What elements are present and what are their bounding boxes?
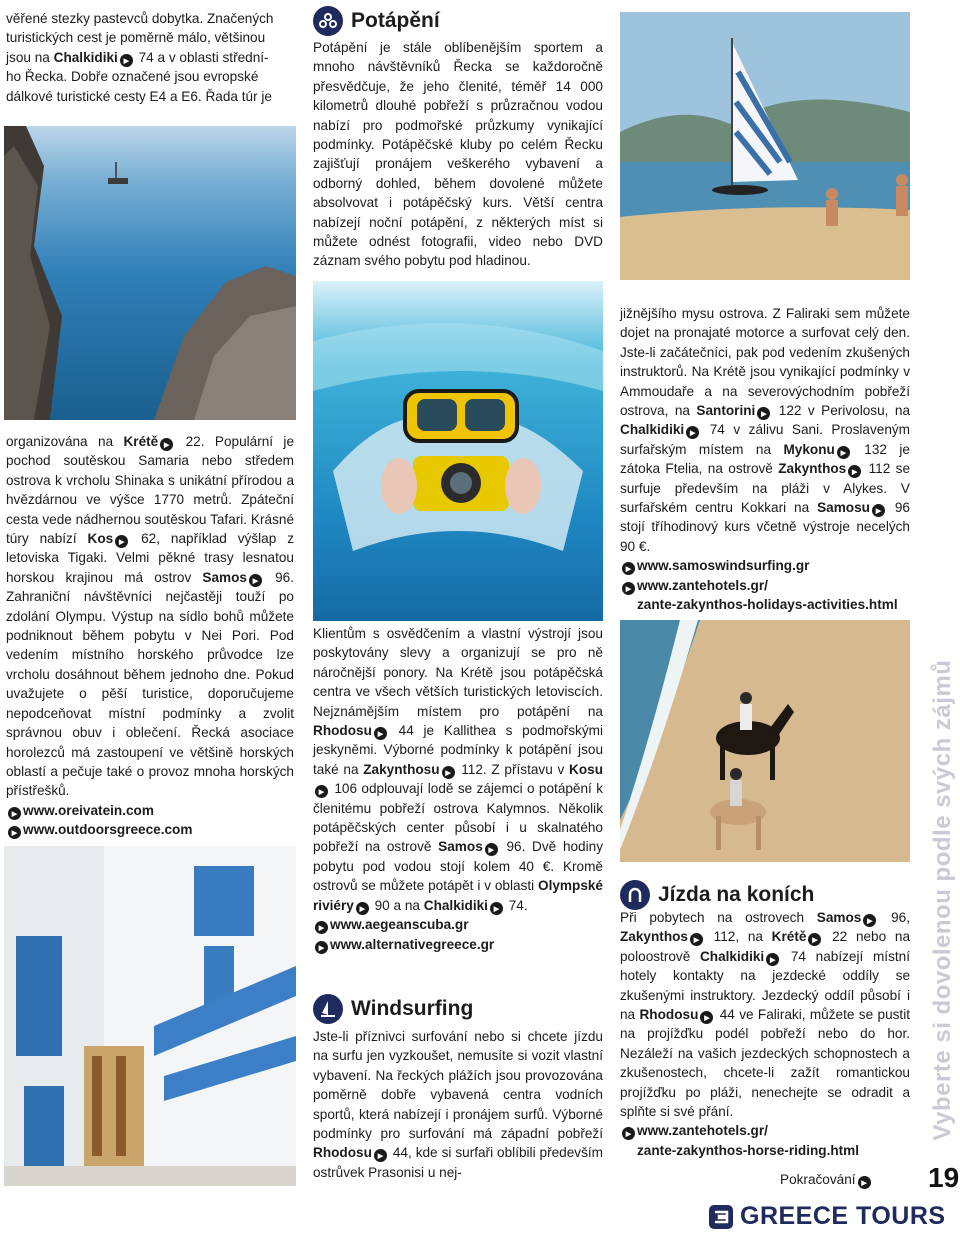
- link-icon: [8, 826, 21, 839]
- windsurf-text: [313, 1027, 603, 1182]
- place-name: Chalkidiki: [423, 897, 488, 913]
- place-name: Chalkidiki: [53, 49, 118, 65]
- photo-underwater-diver: [313, 281, 603, 621]
- place-name: Rhodosu: [313, 723, 372, 739]
- windsurf-icon: [313, 994, 343, 1024]
- text: 96,: [878, 910, 910, 925]
- text: 132 je zátoka Ftelia, na ostrově: [620, 441, 910, 477]
- continued-label: [780, 1172, 873, 1189]
- text: 44, kde si surfaři oblíbili především ostrůvek Prasonisi u nej-: [313, 1145, 603, 1180]
- horse-heading: [620, 880, 814, 910]
- link-icon: [315, 921, 328, 934]
- text: 44 je Kallithea s podmořskými jeskyněmi. Výborné podmínky k potápění jsou také na: [313, 723, 603, 777]
- diving-more-text: [313, 624, 603, 954]
- page-ref-icon: [356, 902, 369, 915]
- logo-text: GREECE TOURS: [740, 1202, 946, 1230]
- page-ref-icon: [374, 727, 387, 740]
- horseshoe-icon: [620, 880, 650, 910]
- diving-intro-text: [313, 38, 603, 271]
- text: 96. Dvě hodiny pobytu pod vodou stojí kolem 40 €. Kromě ostrovů se můžete potápět i v oblasti: [313, 839, 603, 894]
- windsurf-continued-text: [620, 304, 910, 615]
- page-ref-icon: [249, 574, 262, 587]
- page-ref-icon: [442, 766, 455, 779]
- page-ref-icon: [160, 438, 173, 451]
- diving-icon: [313, 6, 343, 36]
- link-aegeanscuba[interactable]: www.aegeanscuba.gr: [330, 917, 469, 933]
- text: 122 v Perivolosu, na: [772, 403, 911, 419]
- text: 22. Populární je pochod soutěskou Samaria nebo středem ostrova k vrcholu Shinaka s unikátní přírodou a hvězdárnou ve výšce 1770 metrů. Zpáteční cesta vede nádhernou soutěskou Tafari. Krásné túry nabízí: [6, 434, 295, 547]
- text: 112 se surfuje především na pláži v Alykes. V surfařském centru Kokkari na: [620, 461, 910, 516]
- link-oreivatein[interactable]: www.oreivatein.com: [23, 802, 154, 818]
- place-name: Santorini: [696, 403, 756, 419]
- text: Potápění je stále oblíbenějším sportem a mnoho návštěvníků Řecka se každoročně přesvědčuje, že jeho členité, téměř 14 000 kilometrů dlouhé pobřeží s průzračnou vodou nabízí pro podmořské průzkumy vynikající podmínky. Potápěčské kluby po celém Řecku zajišťují pronájem veškerého vybavení a odborný dohled, během dovolené můžete absolvovat i potápěčský kurs. Větší centra nabízejí noční potápění, z některých míst si můžete odnést fotografii, video nebo DVD záznam svého pobytu pod hladinou.: [313, 40, 603, 269]
- place-name: Zakynthosu: [363, 761, 440, 777]
- link-zantehotels-horse[interactable]: www.zantehotels.gr/: [637, 1123, 768, 1139]
- link-zantehotels-activities[interactable]: www.zantehotels.gr/: [637, 577, 768, 593]
- page-ref-icon: [872, 504, 885, 517]
- text: 62, například výšlap z letoviska Tigaki. Velmi pěkné trasy lesnatou horskou krajinou má ostrov: [6, 531, 294, 585]
- place-name: Chalkidiki: [620, 422, 685, 438]
- text: jižnějšího mysu ostrova. Z Faliraki sem můžete dojet na pronajaté motorce a surfovat celý den. Jste-li začátečníci, pak pod vedením zkušených instruktorů. Na Krétě jsou vynikající podmínky v Ammoudaře a na severovýchodním pobřeží ostrova, na: [620, 306, 910, 419]
- place-name: Mykonu: [783, 441, 835, 457]
- horse-title: Jízda na koních: [658, 883, 815, 906]
- text: turistických cest je poměrně málo, většinou: [6, 30, 266, 46]
- place-name: Zakynthos: [778, 461, 847, 477]
- page-ref-icon: [808, 933, 821, 946]
- place-name: Kosu: [569, 761, 603, 777]
- greece-tours-logo: [708, 1202, 946, 1231]
- section-sidebar: [930, 640, 956, 1160]
- page-ref-icon: [766, 953, 779, 966]
- windsurf-title: Windsurfing: [351, 997, 474, 1020]
- place-name: Samos: [816, 910, 862, 925]
- text: 22 nebo na poloostrově: [620, 929, 910, 964]
- text: Klientům s osvědčením a vlastní výstrojí jsou poskytovány slevy a organizují se pro ně náročnější ponory. Na Krétě jsou potápěčská centra ve všech větších turistických letoviscích. Nejznámějším místem pro potápění na: [313, 626, 603, 719]
- place-name: Olympské riviéry: [313, 878, 603, 913]
- link-icon: [622, 1127, 635, 1140]
- photo-sea-cliffs: [4, 126, 296, 420]
- logo-mark-icon: [708, 1204, 734, 1230]
- diving-title: Potápění: [351, 9, 440, 32]
- link-zantehotels-activities-path[interactable]: zante-zakynthos-holidays-activities.html: [637, 597, 898, 613]
- text: 74 v zálivu Sani. Proslaveným surfařským místem na: [620, 422, 910, 457]
- photo-sailboat-beach: [620, 12, 910, 280]
- link-icon: [315, 941, 328, 954]
- place-name: Zakynthos: [620, 929, 688, 945]
- page-ref-icon: [690, 933, 703, 946]
- page-ref-icon: [863, 914, 876, 927]
- page-ref-icon: [686, 426, 699, 439]
- link-icon: [8, 807, 21, 820]
- text: Při pobytech na ostrovech: [620, 910, 817, 925]
- page-ref-icon: [837, 446, 850, 459]
- page-ref-icon: [848, 465, 861, 478]
- text: 112. Z přístavu v: [456, 761, 570, 777]
- page-ref-icon: [757, 407, 770, 420]
- text: organizována na: [6, 434, 124, 449]
- text: ho Řecka. Dobře označené jsou evropské: [6, 69, 259, 85]
- text: 44 ve Faliraki, můžete se pustit na projížďku podél pobřeží nebo do hor. Nezáleží na vašich jezdeckých schopnostech a zkušenostech, chcete-li zažít romantickou projížďku po pláži, nenechejte se odradit a splňte si své přání.: [620, 1007, 910, 1120]
- link-icon: [622, 582, 635, 595]
- link-samoswindsurfing[interactable]: www.samoswindsurfing.gr: [637, 558, 810, 574]
- place-name: Rhodosu: [639, 1007, 699, 1023]
- page-ref-icon: [120, 54, 133, 67]
- link-alternativegreece[interactable]: www.alternativegreece.gr: [330, 936, 495, 952]
- col1-hiking-text: [6, 432, 294, 840]
- page-ref-icon: [115, 535, 128, 548]
- page-ref-icon: [700, 1011, 713, 1024]
- sidebar-label: Vyberte si dovolenou podle svých zájmů: [929, 659, 956, 1141]
- continue-arrow-icon: [858, 1176, 871, 1189]
- photo-white-street: [4, 846, 296, 1186]
- page-number: 19: [928, 1162, 960, 1193]
- page-ref-icon: [485, 843, 498, 856]
- page-ref-icon: [490, 902, 503, 915]
- link-outdoorsgreece[interactable]: www.outdoorsgreece.com: [23, 822, 193, 838]
- text: věřené stezky pastevců dobytka. Značených: [6, 11, 274, 26]
- text: 74 a v oblasti střední-: [134, 49, 269, 65]
- place-name: Samosu: [817, 500, 870, 516]
- text: dálkové turistické cesty E4 a E6. Řada túr je: [6, 88, 272, 104]
- place-name: Samos: [202, 569, 247, 585]
- place-name: Krétě: [123, 434, 159, 449]
- horse-text: [620, 908, 910, 1160]
- place-name: Samos: [438, 839, 483, 855]
- col1-top-text: [6, 9, 294, 106]
- text: 74 nabízejí místní hotely kontakty na jezdecké oddíly se zkušenými instruktory. Jezdecký oddíl působí i na: [620, 948, 910, 1023]
- link-icon: [622, 562, 635, 575]
- page-ref-icon: [374, 1149, 387, 1162]
- text: 90 a na: [370, 897, 424, 913]
- windsurf-heading: [313, 994, 473, 1024]
- text: 96 stojí tříhodinový kurs včetně výstroje necelých 90 €.: [620, 500, 910, 554]
- continued-text: Pokračování: [780, 1172, 856, 1187]
- text: 96. Zahraniční návštěvníci nejčastěji touží po zdolání Olympu. Výstup na sídlo bohů můžete podniknout během pobytu v Nei Pori. Pod vedením místního horského průvodce lze vrcholu dosáhnout během jednoho dne. Pokud uvažujete o pěší turistice, doporučujeme nepodceňovat místní podmínky a zvolit správnou obuv i oblečení. Řecká asociace horolezců má zastoupení ve většině horských oblastí a pečuje také o provoz mnoha horských přístřešků.: [6, 569, 294, 799]
- photo-horse-riding-beach: [620, 620, 910, 862]
- text: 74.: [504, 897, 528, 913]
- text: 106 odplouvají lodě se zájemci o potápění k členitému pobřeží ostrova Kalymnos. Několik potápěčských center působí i u skalnatého pobřeží na ostrově: [313, 781, 603, 855]
- page-ref-icon: [315, 785, 328, 798]
- text: jsou na: [6, 49, 54, 65]
- place-name: Kos: [87, 531, 114, 547]
- place-name: Rhodosu: [313, 1145, 372, 1161]
- place-name: Chalkidiki: [699, 948, 765, 964]
- text: Jste-li příznivci surfování nebo si chcete jízdu na surfu jen vyzkoušet, nemusíte si vozit vlastní vybavení. Na řeckých plážích jsou provozována poměrně dobře vybavená centra vodních sportů, která nabízejí i pronájem surfů. Výborné podmínky pro surfování má západní pobřeží: [313, 1029, 603, 1142]
- place-name: Krétě: [771, 929, 807, 945]
- diving-heading: [313, 6, 440, 36]
- text: 112, na: [704, 929, 772, 945]
- link-zantehotels-horse-path[interactable]: zante-zakynthos-horse-riding.html: [637, 1142, 860, 1158]
